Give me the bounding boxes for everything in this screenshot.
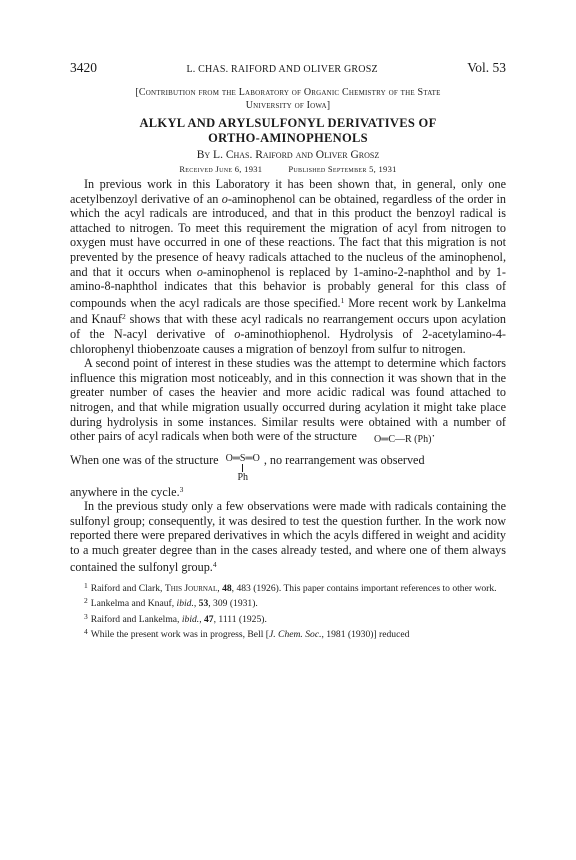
italic-o: o <box>196 264 203 279</box>
text-run: -aminophenol is replaced by 1-amino-2-naphthol and by 1-amino-8-naphthol indicates that this behavior is probably general for this class of compounds when the acyl radicals are those specified. <box>70 264 506 310</box>
title-line-2: ORTHO-AMINOPHENOLS <box>208 131 368 145</box>
text-run: , 309 (1931). <box>208 598 258 610</box>
ibid: ibid. <box>181 613 200 625</box>
running-title: L. CHAS. RAIFORD AND OLIVER GROSZ <box>186 64 378 75</box>
footnote-ref: 3 <box>179 484 184 494</box>
received-date: Received June 6, 1931 <box>179 164 263 174</box>
volume-number: 53 <box>198 598 209 610</box>
text-run: , <box>217 583 223 595</box>
text-run: In the previous study only a few observations were made with radicals containing the sulfonyl group; consequently, it was desired to test the question further. In the work now reported there were prepared derivatives in which the acyls differed in weight and acidity to a much greater degree than in the cases already tested, and where one of them always contained the sulfonyl group. <box>70 499 506 574</box>
contribution-note <box>70 86 506 112</box>
footnote-number: 3 <box>84 611 88 621</box>
carbonyl-formula: O═C—R (Ph) <box>374 434 432 446</box>
text-run: When one was of the structure <box>70 452 222 467</box>
page-number: 3420 <box>70 60 97 75</box>
contribution-line-1: [Contribution from the Laboratory of Organic Chemistry of the State <box>135 87 441 98</box>
footnote-1 <box>70 580 506 595</box>
footnote-ref: 1 <box>340 295 345 305</box>
footnote-3 <box>70 611 506 626</box>
text-run: More recent work by Lankelma and Knauf <box>70 295 506 327</box>
footnote-number: 4 <box>84 626 88 636</box>
phenyl-label: Ph <box>237 471 248 483</box>
italic-o: o <box>221 191 228 206</box>
article-body <box>70 177 506 574</box>
text-run: , <box>193 598 199 610</box>
byline: By L. Chas. Raiford and Oliver Grosz <box>196 149 380 161</box>
published-date: Published September 5, 1931 <box>288 164 397 174</box>
footnote-2 <box>70 595 506 610</box>
text-run: A second point of interest in these studies was the attempt to determine which factors influence this migration most noticeably, and in this connection it was shown that in the greater number of cases the heavier and more acidic radical was found attached to nitrogen, and that while migration usually occurred during acylation it might take place during hydrolysis in some instances. Similar results were obtained with a number of other pairs of acyl radicals when both were of the structure <box>70 356 506 444</box>
vertical-bond <box>242 464 243 472</box>
article-dates <box>70 164 506 174</box>
text-run: · <box>431 429 436 444</box>
text-run: In previous work in this Laboratory it has been shown that, in general, only one acetylbenzoyl derivative of an <box>70 177 506 206</box>
text-run: Raiford and Clark, <box>90 583 165 595</box>
paragraph-3 <box>70 499 506 574</box>
text-run: -aminophenol can be obtained, regardless of the order in which the acyl radicals are introduced, and that in this product the benzoyl radical is attached to nitrogen. To meet this requirement the migration of acyl from nitrogen to oxygen must have occurred in one of these reactions. The fact that this migration is not prevented by the presence of heavy radicals attached to the nucleus of the aminophenol, and that it occurs when <box>70 191 506 279</box>
ibid: ibid. <box>176 598 194 610</box>
journal-name: J. Chem. Soc. <box>269 628 322 640</box>
page-header <box>70 60 506 76</box>
paragraph-2 <box>70 356 506 448</box>
text-run: While the present work was in progress, Bell [ <box>90 628 269 640</box>
volume-number: 48 <box>222 583 232 595</box>
volume-label: Vol. 53 <box>467 60 506 75</box>
text-run: anywhere in the cycle. <box>70 484 180 499</box>
footnote-ref: 2 <box>121 312 126 322</box>
footnotes <box>70 580 506 641</box>
text-run: Lankelma and Knauf, <box>90 598 177 610</box>
text-run: , no rearrangement was observed <box>263 452 425 467</box>
journal-name: This Journal <box>164 583 218 595</box>
text-run: , 483 (1926). This paper contains important references to other work. <box>231 583 497 595</box>
footnote-number: 2 <box>84 596 88 606</box>
sulfonyl-structure-line <box>70 453 506 483</box>
footnote-4 <box>70 626 506 641</box>
paragraph-2-end <box>70 483 506 500</box>
italic-o: o <box>234 326 241 341</box>
structure-intro <box>70 453 425 483</box>
sulfonyl-top: O═S═O <box>225 452 260 464</box>
text-run: Raiford and Lankelma, <box>90 613 182 625</box>
volume-number: 47 <box>203 613 214 625</box>
paragraph-1 <box>70 177 506 356</box>
text-run: -aminothiophenol. Hydrolysis of 2-acetylamino-4-chlorophenyl thiobenzoate causes a migration of benzoyl from sulfur to nitrogen. <box>70 326 506 356</box>
article-title <box>70 116 506 146</box>
footnote-number: 1 <box>84 581 88 591</box>
text-run: , <box>199 613 204 625</box>
contribution-line-2: University of Iowa] <box>245 100 331 111</box>
text-run: shows that with these acyl radicals no rearrangement occurs upon acylation of the N-acyl derivative of <box>70 312 506 341</box>
title-line-1: ALKYL AND ARYLSULFONYL DERIVATIVES OF <box>139 116 437 130</box>
text-run: , 1981 (1930)] reduced <box>321 628 410 640</box>
footnote-ref: 4 <box>212 559 217 569</box>
text-run: , 1111 (1925). <box>213 613 267 625</box>
paper-page <box>70 60 506 641</box>
sulfonyl-formula <box>226 453 260 483</box>
